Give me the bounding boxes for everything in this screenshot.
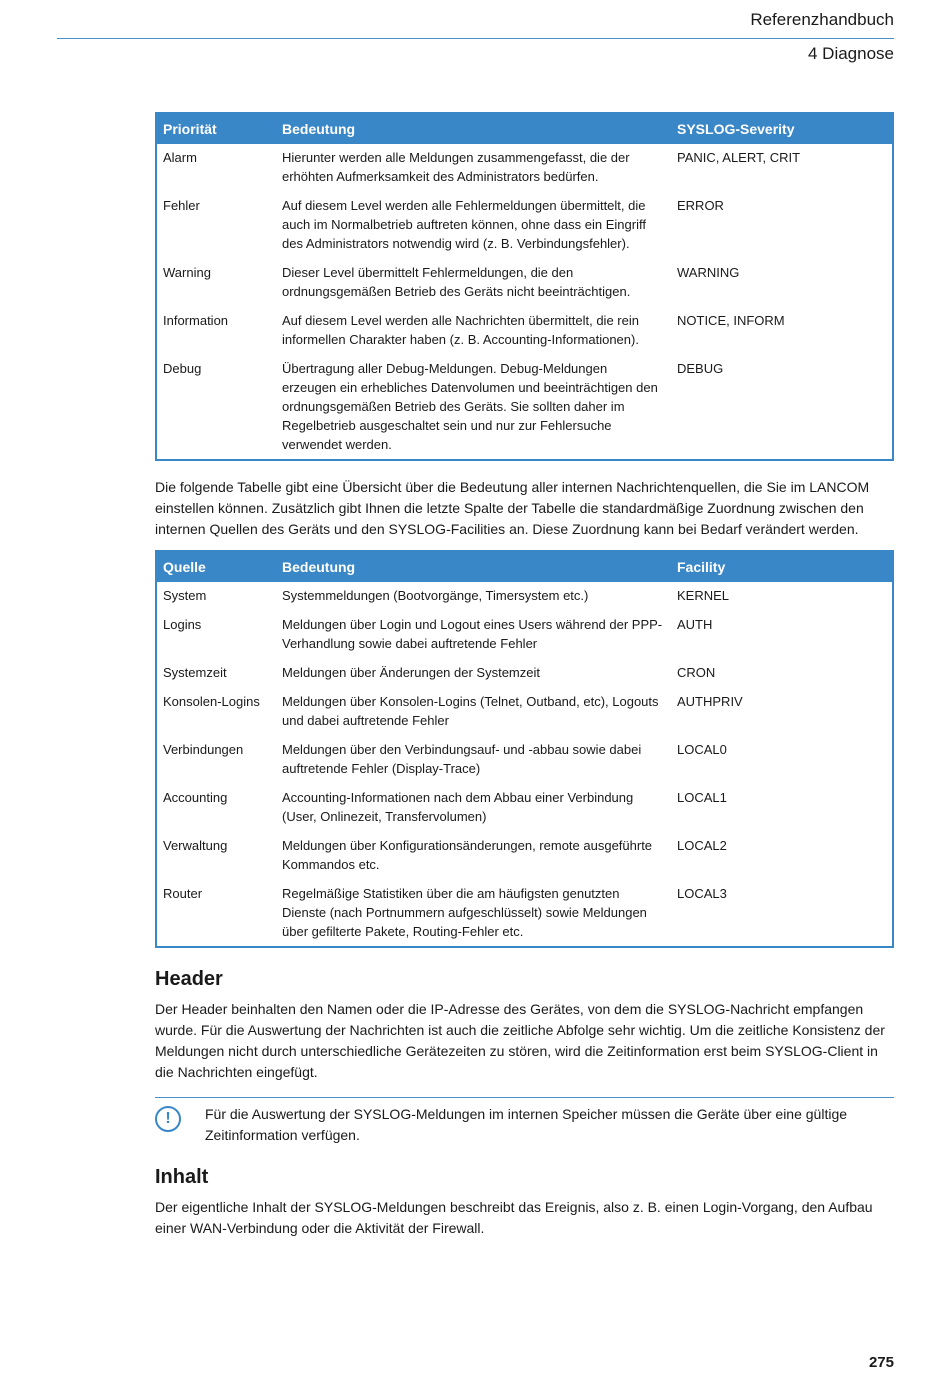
table-cell: Accounting xyxy=(163,790,228,805)
table-cell: Accounting-Informationen nach dem Abbau einer Verbindung (User, Onlinezeit, Transfervolumen) xyxy=(282,790,634,824)
table-cell: NOTICE, INFORM xyxy=(677,313,785,328)
table-cell: System xyxy=(163,588,207,603)
page-content xyxy=(155,112,894,1239)
table-cell: ERROR xyxy=(677,198,724,213)
section-heading-header: Header xyxy=(155,968,223,990)
table-cell: Debug xyxy=(163,361,202,376)
inhalt-section-paragraph: Der eigentliche Inhalt der SYSLOG-Meldungen beschreibt das Ereignis, also z. B. einen Login-Vorgang, den Aufbau einer WAN-Verbindung oder die Aktivität der Firewall. xyxy=(155,1199,873,1236)
table-row xyxy=(156,258,893,306)
table-cell: Systemzeit xyxy=(163,665,227,680)
column-header-source: Quelle xyxy=(156,551,276,582)
table-row xyxy=(156,658,893,687)
table-cell: Meldungen über Konsolen-Logins (Telnet, Outband, etc), Logouts und dabei auftretende Fehler xyxy=(282,694,659,728)
table-cell: WARNING xyxy=(677,265,740,280)
table-row xyxy=(156,354,893,460)
table-row xyxy=(156,879,893,947)
table-cell: Auf diesem Level werden alle Nachrichten übermittelt, die rein informellen Charakter haben (z. B. Accounting-Informationen). xyxy=(282,313,639,347)
table-cell: DEBUG xyxy=(677,361,724,376)
table-cell: Systemmeldungen (Bootvorgänge, Timersystem etc.) xyxy=(282,588,589,603)
table-row xyxy=(156,191,893,258)
table-cell: Verbindungen xyxy=(163,742,244,757)
table-row xyxy=(156,306,893,354)
running-header-title: Referenzhandbuch xyxy=(750,10,894,29)
severity-table xyxy=(155,112,894,461)
table-cell: AUTHPRIV xyxy=(677,694,743,709)
table-cell: Meldungen über Login und Logout eines Users während der PPP-Verhandlung sowie dabei auftretende Fehler xyxy=(282,617,663,651)
table-cell: Router xyxy=(163,886,203,901)
section-heading-inhalt: Inhalt xyxy=(155,1166,209,1188)
table-cell: Konsolen-Logins xyxy=(163,694,260,709)
table-row xyxy=(156,144,893,191)
note-box xyxy=(155,1097,894,1148)
facility-table-header-row xyxy=(156,551,893,582)
note-text: Für die Auswertung der SYSLOG-Meldungen im internen Speicher müssen die Geräte über eine gültige Zeitinformation verfügen. xyxy=(205,1106,848,1143)
table-cell: KERNEL xyxy=(677,588,730,603)
exclamation-icon: ! xyxy=(155,1106,181,1132)
header-section-paragraph: Der Header beinhalten den Namen oder die IP-Adresse des Gerätes, von dem die SYSLOG-Nachricht empfangen wurde. Für die Auswertung der Nachrichten ist auch die zeitliche Abfolge sehr wichtig. Um die zeitliche Konsistenz der Meldungen nicht durch unterschiedliche Gerätezeiten zu stören, wird die Zeitinformation erst beim SYSLOG-Client in die Nachrichten eingefügt. xyxy=(155,1001,885,1080)
page-number: 275 xyxy=(868,1354,894,1371)
table-cell: Übertragung aller Debug-Meldungen. Debug-Meldungen erzeugen ein erhebliches Datenvolumen und beeinträchtigen den ordnungsgemäßen Betrieb des Geräts. Sie sollten daher im Regelbetrieb ausgeschaltet sein und nur zur Fehlersuche verwendet werden. xyxy=(282,361,658,452)
table-row xyxy=(156,735,893,783)
header-divider xyxy=(57,38,894,39)
column-header-severity: SYSLOG-Severity xyxy=(671,113,893,144)
table-cell: Hierunter werden alle Meldungen zusammengefasst, die der erhöhten Aufmerksamkeit des Administrators bedürfen. xyxy=(282,150,630,184)
table-cell: Auf diesem Level werden alle Fehlermeldungen übermittelt, die auch im Normalbetrieb auftreten können, ohne dass ein Eingriff des Administrators notwendig wird (z. B. Verbindungsfehler). xyxy=(282,198,646,251)
table-row xyxy=(156,610,893,658)
table-cell: PANIC, ALERT, CRIT xyxy=(677,150,801,165)
table-cell: Logins xyxy=(163,617,202,632)
table-row xyxy=(156,582,893,610)
table-cell: Fehler xyxy=(163,198,200,213)
table-cell: Alarm xyxy=(163,150,197,165)
facility-table xyxy=(155,550,894,948)
table-cell: Information xyxy=(163,313,229,328)
table-cell: AUTH xyxy=(677,617,713,632)
table-cell: Verwaltung xyxy=(163,838,228,853)
table-cell: Regelmäßige Statistiken über die am häufigsten genutzten Dienste (nach Portnummern aufgeschlüsselt) sowie Meldungen über gefilterte Pakete, Routing-Fehler etc. xyxy=(282,886,647,939)
running-header-chapter: 4 Diagnose xyxy=(807,44,894,63)
column-header-facility: Facility xyxy=(671,551,893,582)
table-row xyxy=(156,687,893,735)
table-cell: Meldungen über Änderungen der Systemzeit xyxy=(282,665,540,680)
table-cell: LOCAL0 xyxy=(677,742,727,757)
table-cell: LOCAL1 xyxy=(677,790,727,805)
table-cell: CRON xyxy=(677,665,716,680)
table-cell: Meldungen über den Verbindungsauf- und -abbau sowie dabei auftretende Fehler (Display-Trace) xyxy=(282,742,642,776)
table-cell: Meldungen über Konfigurationsänderungen, remote ausgeführte Kommandos etc. xyxy=(282,838,653,872)
column-header-priority: Priorität xyxy=(156,113,276,144)
column-header-meaning: Bedeutung xyxy=(276,113,671,144)
intro-paragraph: Die folgende Tabelle gibt eine Übersicht über die Bedeutung aller internen Nachrichtenquellen, die Sie im LANCOM einstellen können. Zusätzlich gibt Ihnen die letzte Spalte der Tabelle die standardmäßige Zuordnung zwischen den internen Quellen des Geräts und den SYSLOG-Facilities an. Diese Zuordnung kann bei Bedarf verändert werden. xyxy=(155,479,870,537)
table-cell: LOCAL2 xyxy=(677,838,727,853)
table-row xyxy=(156,831,893,879)
severity-table-header-row xyxy=(156,113,893,144)
table-row xyxy=(156,783,893,831)
column-header-meaning: Bedeutung xyxy=(276,551,671,582)
table-cell: LOCAL3 xyxy=(677,886,727,901)
table-cell: Warning xyxy=(163,265,211,280)
table-cell: Dieser Level übermittelt Fehlermeldungen, die den ordnungsgemäßen Betrieb des Geräts nicht beeinträchtigen. xyxy=(282,265,631,299)
